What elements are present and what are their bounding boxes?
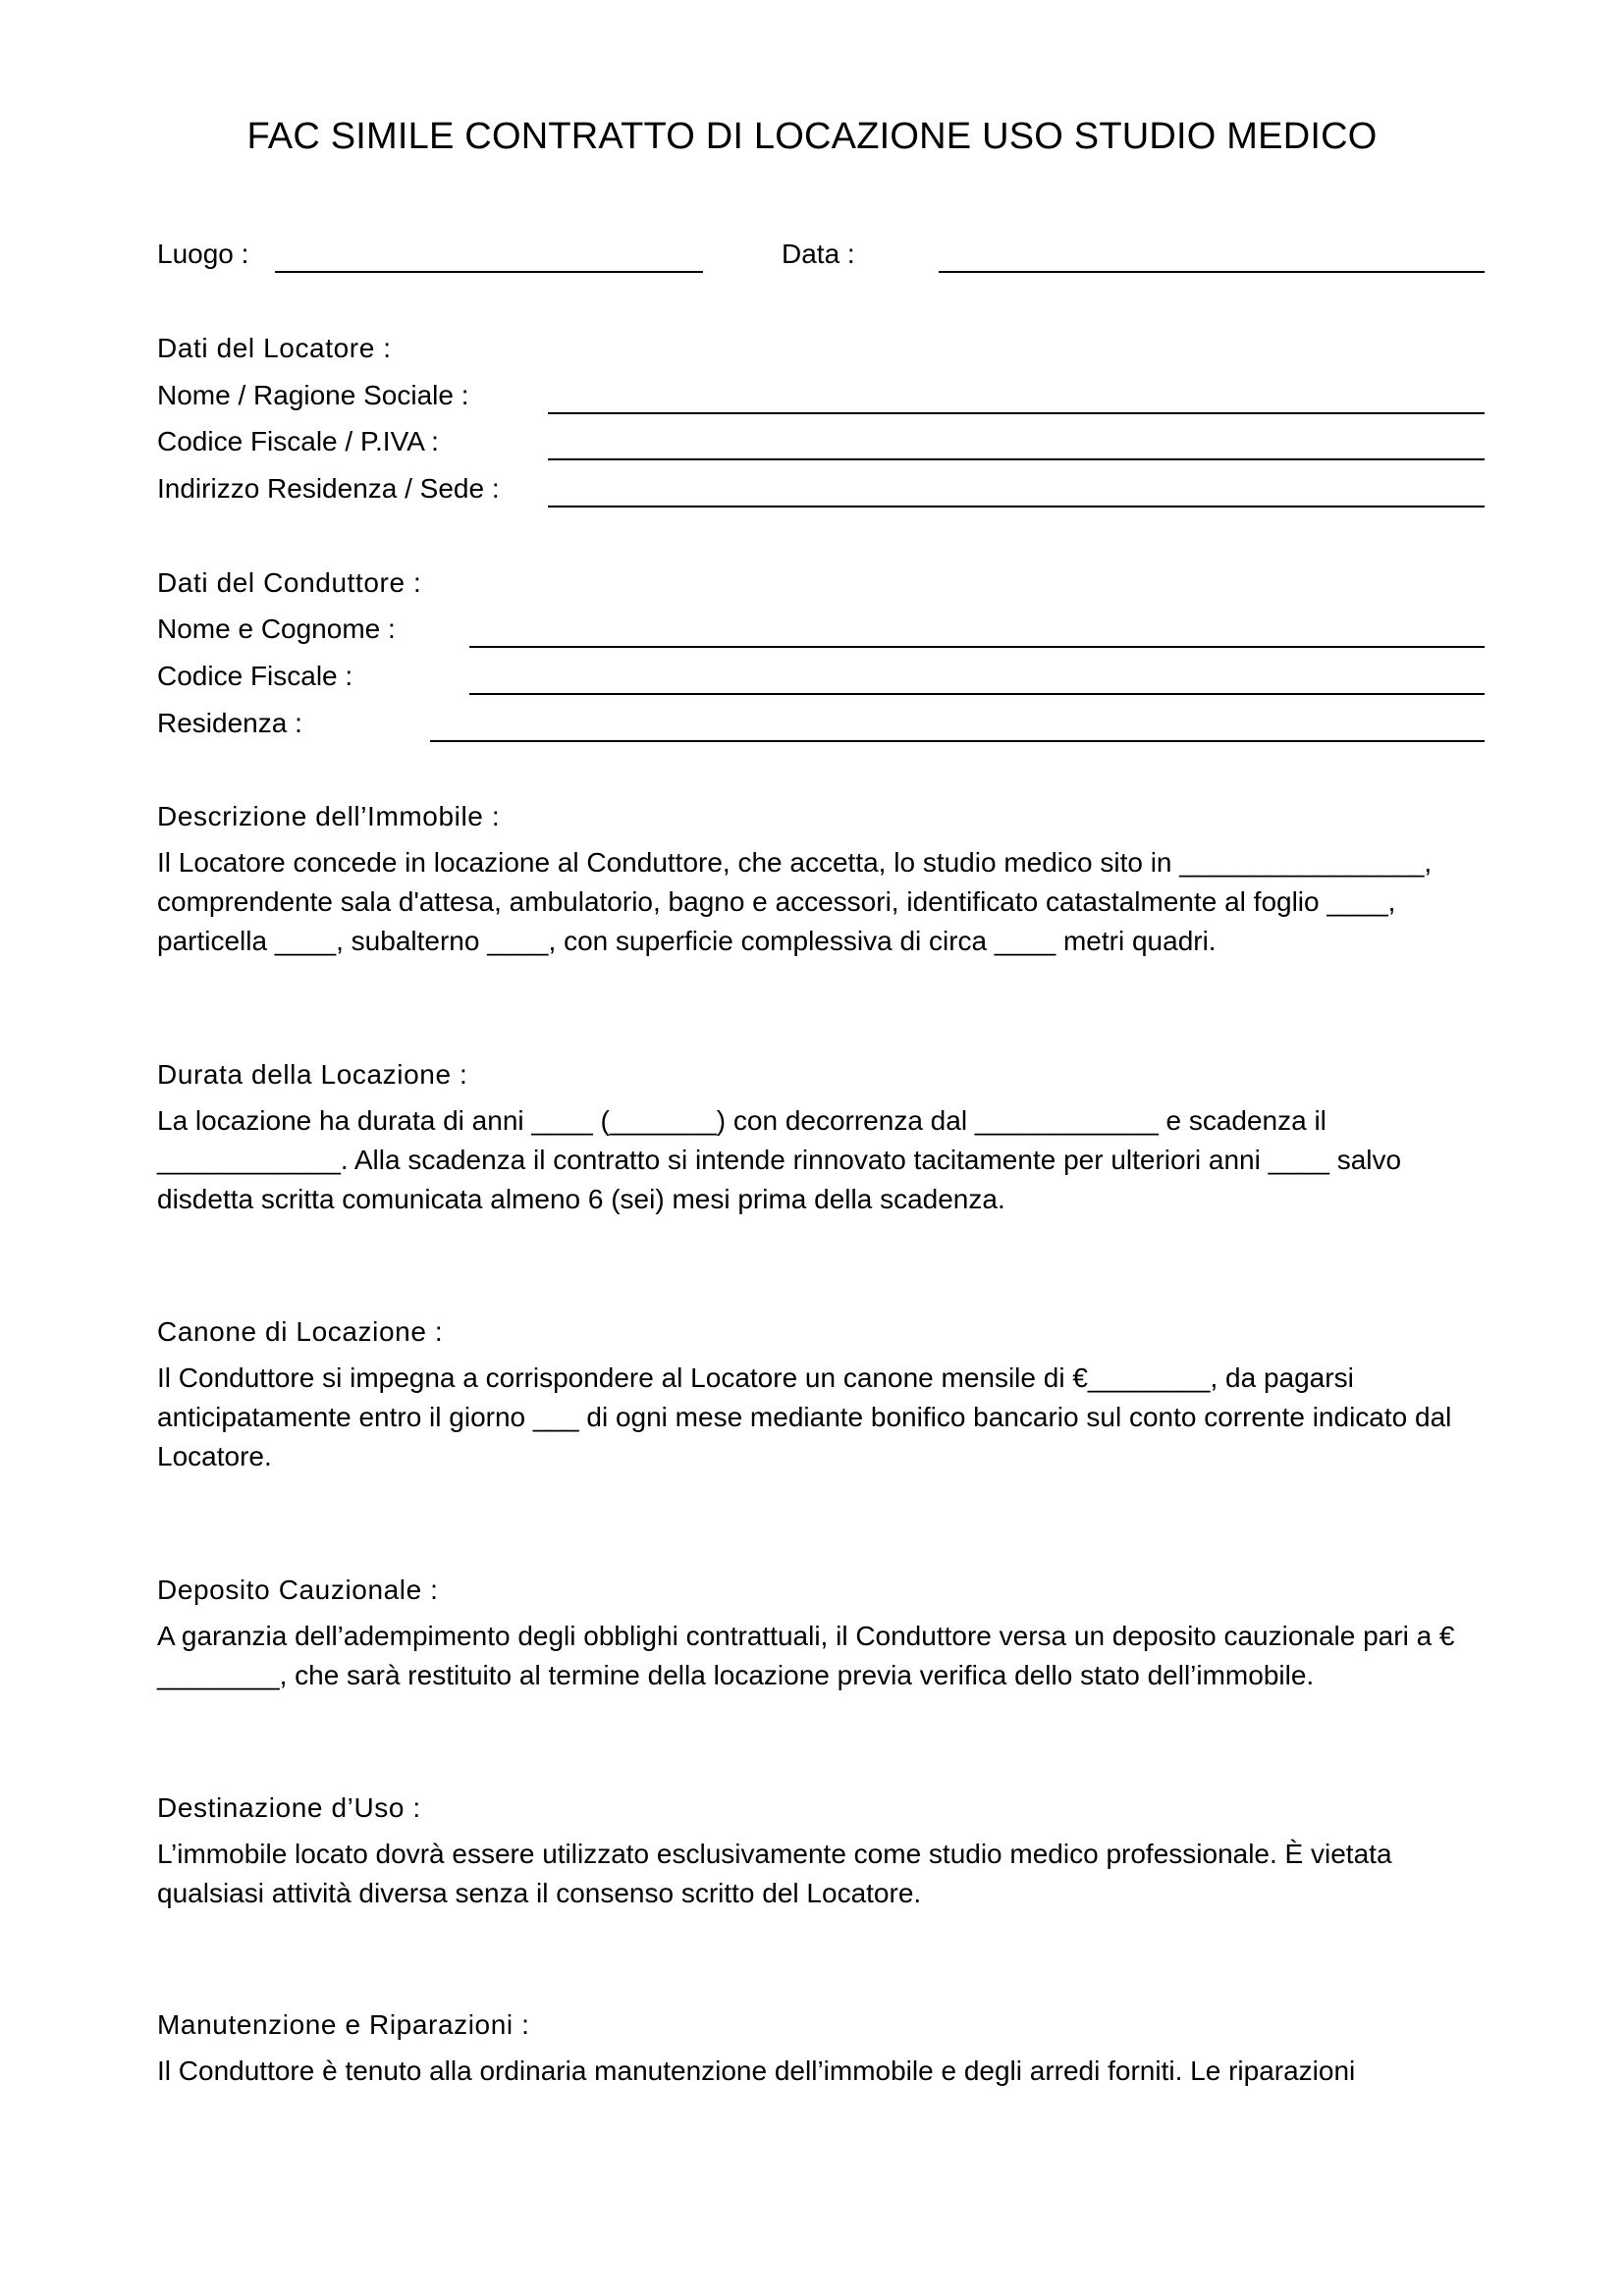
section-heading-canone: Canone di Locazione : — [157, 1316, 444, 1347]
locatore-heading: Dati del Locatore : — [157, 333, 392, 363]
document-title: FAC SIMILE CONTRATTO DI LOCAZIONE USO STUDIO MEDICO — [246, 116, 1378, 157]
text-line: qualsiasi attività diversa senza il consenso scritto del Locatore. — [157, 1878, 922, 1908]
conduttore-residence-label: Residenza : — [157, 708, 302, 738]
locatore-address-label: Indirizzo Residenza / Sede : — [157, 473, 500, 504]
section-body-canone — [157, 1359, 1492, 1476]
section-body-destinazione — [157, 1835, 1492, 1913]
conduttore-heading: Dati del Conduttore : — [157, 567, 422, 598]
locatore-tax-code-field-line[interactable] — [548, 458, 1485, 460]
section-body-manutenzione — [157, 2052, 1492, 2091]
text-line: ________, che sarà restituito al termine della locazione previa verifica dello stato dell’immobile. — [157, 1660, 1315, 1690]
conduttore-name-field-line[interactable] — [469, 646, 1485, 648]
section-body-deposito — [157, 1617, 1492, 1695]
section-heading-deposito: Deposito Cauzionale : — [157, 1575, 439, 1605]
text-line: Il Conduttore è tenuto alla ordinaria manutenzione dell’immobile e degli arredi forniti. Le riparazioni — [157, 2056, 1356, 2086]
text-line: Il Locatore concede in locazione al Conduttore, che accetta, lo studio medico sito in ________________, — [157, 847, 1433, 878]
section-body-descrizione — [157, 843, 1492, 961]
conduttore-residence-field-line[interactable] — [430, 740, 1485, 742]
date-field-line[interactable] — [939, 271, 1485, 273]
text-line: A garanzia dell’adempimento degli obblighi contrattuali, il Conduttore versa un deposito cauzionale pari a € — [157, 1621, 1455, 1651]
text-line: comprendente sala d'attesa, ambulatorio, bagno e accessori, identificato catastalmente al foglio ____, — [157, 886, 1396, 917]
text-line: disdetta scritta comunicata almeno 6 (sei) mesi prima della scadenza. — [157, 1184, 1005, 1214]
locatore-tax-code-label: Codice Fiscale / P.IVA : — [157, 426, 439, 456]
place-field-line[interactable] — [275, 271, 703, 273]
section-body-durata — [157, 1101, 1492, 1219]
text-line: L’immobile locato dovrà essere utilizzato esclusivamente come studio medico professionale. È vietata — [157, 1839, 1392, 1869]
locatore-address-field-line[interactable] — [548, 506, 1485, 507]
section-heading-descrizione: Descrizione dell’Immobile : — [157, 801, 501, 831]
conduttore-name-label: Nome e Cognome : — [157, 614, 396, 644]
text-line: anticipatamente entro il giorno ___ di ogni mese mediante bonifico bancario sul conto corrente indicato dal — [157, 1402, 1452, 1432]
conduttore-tax-code-label: Codice Fiscale : — [157, 661, 353, 691]
conduttore-tax-code-field-line[interactable] — [469, 693, 1485, 695]
text-line: Il Conduttore si impegna a corrispondere al Locatore un canone mensile di €________, da pagarsi — [157, 1362, 1354, 1393]
text-line: particella ____, subalterno ____, con superficie complessiva di circa ____ metri quadri. — [157, 926, 1217, 956]
text-line: ____________. Alla scadenza il contratto si intende rinnovato tacitamente per ulteriori anni ____ salvo — [157, 1145, 1402, 1175]
date-label: Data : — [782, 239, 855, 269]
locatore-name-field-line[interactable] — [548, 412, 1485, 414]
section-heading-manutenzione: Manutenzione e Riparazioni : — [157, 2009, 530, 2040]
place-label: Luogo : — [157, 239, 249, 269]
text-line: Locatore. — [157, 1441, 272, 1471]
section-heading-destinazione: Destinazione d’Uso : — [157, 1792, 421, 1823]
text-line: La locazione ha durata di anni ____ (_______) con decorrenza dal ____________ e scadenza il — [157, 1105, 1326, 1136]
locatore-name-label: Nome / Ragione Sociale : — [157, 380, 469, 410]
section-heading-durata: Durata della Locazione : — [157, 1059, 468, 1090]
